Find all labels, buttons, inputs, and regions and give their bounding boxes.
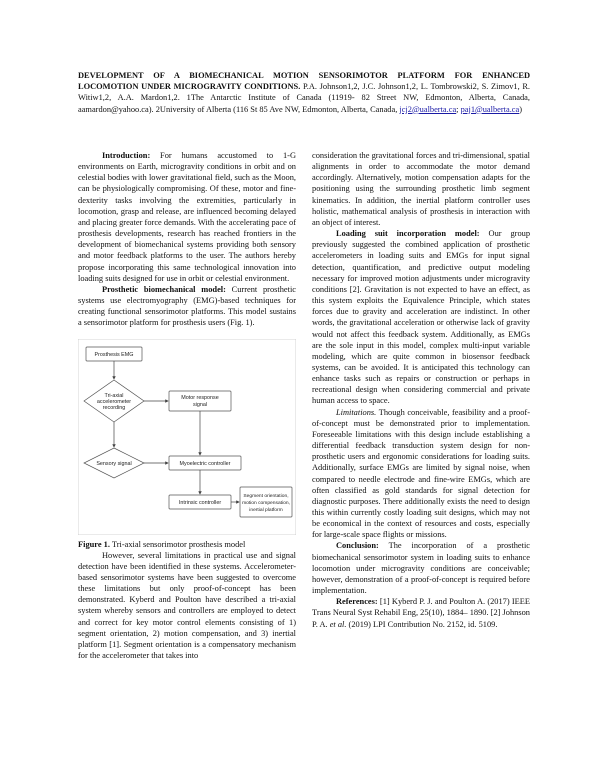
email-link-2[interactable]: paj1@ualberta.ca bbox=[460, 104, 520, 114]
intro-heading: Introduction: bbox=[102, 151, 151, 160]
flowchart-diagram bbox=[78, 339, 296, 535]
label-triaxial-1: Tri-axial bbox=[104, 392, 124, 399]
author-list: P.A. Johnson1,2, J.C. Johnson1,2, L. Tombrowski2, S. Zimov1, R. Witiw1,2, A.A. Mardon1,2. bbox=[78, 82, 531, 103]
continuation-text: consideration the gravitational forces and tri-dimensional, spatial alignments in order to accommodate the motor demand accordingly. Alternatively, motion compensation adapts for the positioning using the surrounding prosthetic limb segment kinematics. In addition, the inertial platform controller uses holistic, mathematical analysis of prosthesis in interaction with an object of interest. bbox=[312, 151, 530, 227]
model-heading: Prosthetic biomechanical model: bbox=[102, 284, 226, 294]
paper-header bbox=[78, 70, 530, 115]
affiliation-2: 2University of Alberta (116 St 85 Ave NW, Edmonton, Alberta, Canada, bbox=[155, 104, 398, 114]
references-heading: References: bbox=[336, 597, 378, 607]
label-prosthesis-emg: Prosthesis EMG bbox=[94, 351, 134, 358]
loading-text: Our group previously suggested the combined application of prosthetic accelerometers in loading suits and EMGs for input signal detection, quantification, and predictive output modeling necessary for improved motion adjustments under microgravity conditions [2]. Gravitation is not expected to have an effect, as this system exploits the Equivalence Principle, which states forces due to gravity and acceleration are indistinct. In other words, the gravitational acceleration or otherwise lack of gravity would not affect this feedback system. Additionally, as EMGs are the sole input in this model, complex multi-input variable modeling, which are quite common in biosensor feedback systems, can be avoided. It is anticipated this technology can enhance tasks such as repairs or construction or perhaps in recreational design when considering commercial and private human access to space. bbox=[312, 229, 531, 406]
left-para-text: However, several limitations in practical use and signal detection have been identified in these systems. Accelerometer-based sensorimotor systems have been suggested to overcome these limitations but only proof-of-concept has been demonstrated. Kyberd and Poulton have described a tri-axial system whereby sensors and controllers are employed to detect and correct for key motor control elements consisting of 1) segment orientation, 2) motion compensation, and 3) inertial platform [1]. Segment orientation is a compensatory mechanism for the accelerometer that takes into bbox=[78, 550, 296, 661]
loading-heading: Loading suit incorporation model: bbox=[336, 229, 480, 239]
paper-title: DEVELOPMENT OF A BIOMECHANICAL MOTION SENSORIMOTOR PLATFORM FOR ENHANCED LOCOMOTION UNDER MICROGRAVITY CONDITIONS. bbox=[78, 71, 530, 92]
reference-2-authors: [2] Johnson P. A. bbox=[312, 608, 530, 629]
limitations-paragraph bbox=[312, 407, 530, 541]
intro-paragraph bbox=[78, 150, 296, 284]
model-text: Current prosthetic systems use electromyography (EMG)-based techniques for creating functional sensorimotor platforms. This model sustains a sensorimotor platform for prosthesis users (Fig. 1). bbox=[78, 284, 297, 328]
label-segment-1: Segment orientation, bbox=[243, 493, 289, 499]
model-paragraph bbox=[78, 284, 296, 329]
reference-2-etal: et al. bbox=[329, 619, 347, 629]
loading-paragraph bbox=[312, 228, 530, 407]
conclusion-paragraph bbox=[312, 540, 530, 596]
figure-caption-text: Tri-axial sensorimotor prosthesis model bbox=[111, 539, 246, 549]
label-segment-2: motion compensation, bbox=[242, 500, 290, 506]
affiliation-close: ) bbox=[519, 104, 523, 114]
limitations-practical-paragraph bbox=[78, 550, 296, 662]
figure-caption bbox=[78, 539, 296, 550]
limitations-text: Though conceivable, feasibility and a proof-of-concept must be demonstrated prior to implementation. Foreseeable limitations with this design include establishing a differential feedback transduction system design for non-prosthetic users and ergonomic considerations for loading suits. Additionally, surface EMGs are limited by signal noise, when compared to needle electrode and fine-wire EMGs, which are often classified as gold standards for signal detection for diagnostic purposes. There additionally exists the need to design this within currently costly loading suit designs, which may not be economical in the context of resources and costs, especially for large-scale space flights or missions. bbox=[312, 407, 530, 540]
intro-text: For humans accustomed to 1-G environments on Earth, microgravity conditions in orbit and on celestial bodies with lower gravitational field, such as the Moon, can be physiologically compromising. Of these, motor and fine-dexterity tasks involving the extremities, particularly in locomotion, grasp and release, are influenced becoming delayed and placing greater force demands. With the accelerating pace of prosthesis developments, research has reached frontiers in the development of biomechanical systems providing both sensory and motor feedback platforms to the user. The authors hereby propose incorporating this same technological innovation into loading suits designed for use in orbit or celestial environment. bbox=[78, 151, 296, 283]
email-link-1[interactable]: jcj2@ualberta.ca bbox=[399, 104, 457, 114]
label-segment-3: inertial platform bbox=[249, 507, 283, 513]
figure-caption-label: Figure 1. bbox=[78, 539, 110, 549]
reference-2-rest: (2019) LPI Contribution No. 2152, id. 5109. bbox=[348, 619, 498, 629]
figure-1 bbox=[78, 339, 296, 535]
right-column bbox=[312, 150, 530, 630]
label-motor-1: Motor response bbox=[181, 394, 219, 401]
label-triaxial-3: recording bbox=[102, 404, 126, 411]
left-column bbox=[78, 150, 296, 661]
limitations-heading: Limitations. bbox=[336, 407, 377, 417]
continuation-paragraph bbox=[312, 150, 530, 228]
label-sensory: Sensory signal bbox=[96, 460, 132, 467]
label-intrinsic: Intrinsic controller bbox=[178, 499, 222, 506]
conclusion-heading: Conclusion: bbox=[336, 541, 379, 551]
label-motor-2: signal bbox=[192, 401, 208, 408]
conclusion-text: The incorporation of a prosthetic biomechanical sensorimotor system in loading suits to enhance locomotion under microgravity conditions are conceivable; however, demonstration of a proof-of-concept is required before implementation. bbox=[312, 541, 530, 596]
references-paragraph bbox=[312, 596, 530, 629]
node-motor-response bbox=[169, 391, 231, 411]
reference-1: [1] Kyberd P. J. and Poulton A. (2017) IEEE Trans Neural Syst Rehabil Eng, 25(10), 1884– 1890. bbox=[312, 597, 530, 618]
affiliation-1: 1The Antarctic Institute of Canada (11919- 82 Street NW, Edmonton, Alberta, Canada, aamardon@yahoo.ca). bbox=[78, 93, 530, 114]
label-myo: Myoelectric controller bbox=[179, 460, 231, 467]
label-triaxial-2: accelerometer bbox=[96, 398, 132, 405]
email-separator: ; bbox=[456, 104, 459, 114]
